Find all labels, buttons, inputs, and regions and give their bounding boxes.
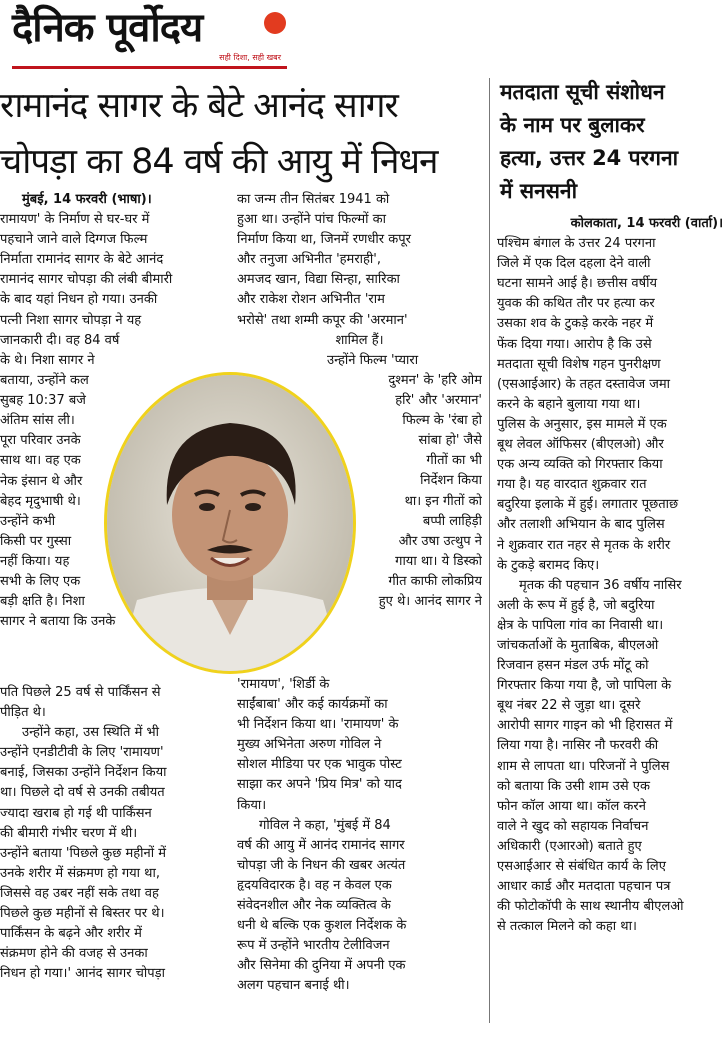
left-story-column-2-bottom bbox=[237, 675, 482, 997]
text-line: जांचकर्ताओं के मुताबिक, बीएलओ bbox=[497, 637, 659, 653]
text-line: नेक इंसान थे और bbox=[0, 473, 83, 489]
text-line: ज्यादा खराब हो गई थी पार्किंसन bbox=[0, 805, 152, 821]
text-line: और उषा उत्थुप ने bbox=[398, 533, 482, 549]
text-line: संक्रमण होने की वजह से उनका bbox=[0, 946, 148, 962]
text-line: और सिनेमा की दुनिया में अपनी एक bbox=[237, 958, 406, 974]
text-line: रामायण' के निर्माण से घर-घर में bbox=[0, 212, 150, 228]
text-line: अधिकारी (एआरओ) बताते हुए bbox=[497, 838, 642, 854]
headline-line: के नाम पर बुलाकर bbox=[500, 113, 645, 137]
text-line: गिरफ्तार किया गया है, जो पापिला के bbox=[497, 678, 672, 694]
text-line: संवेदनशील और नेक व्यक्तित्व के bbox=[237, 898, 391, 914]
masthead bbox=[12, 6, 287, 72]
text-line: अमजद खान, विद्या सिन्हा, सारिका bbox=[237, 272, 400, 288]
text-line: धनी थे बल्कि एक कुशल निर्देशक के bbox=[237, 918, 407, 934]
masthead-rule bbox=[12, 66, 287, 69]
left-story-column-2-wrap bbox=[340, 371, 482, 612]
left-story-column-1-wrap bbox=[0, 351, 118, 632]
text-line: मुंबई, 14 फरवरी (भाषा)। bbox=[22, 192, 152, 207]
column-divider bbox=[489, 78, 490, 1023]
text-line: मृतक की पहचान 36 वर्षीय नासिर bbox=[519, 577, 682, 593]
text-line: की फोटोकॉपी के साथ स्थानीय बीएलओ bbox=[497, 899, 684, 915]
text-line: फेंक दिया गया। आरोप है कि उसे bbox=[497, 336, 652, 352]
text-line: पति पिछले 25 वर्ष से पार्किंसन से bbox=[0, 685, 161, 700]
text-line: बूथ लेवल ऑफिसर (बीएलओ) और bbox=[497, 437, 664, 453]
text-line: था। पिछले दो वर्ष से उनकी तबीयत bbox=[0, 785, 165, 801]
text-line: दुश्मन' के 'हरि ओम bbox=[388, 373, 482, 388]
text-line: बप्पी लाहिड़ी bbox=[422, 513, 482, 529]
text-line: 'रामायण', 'शिर्डी के bbox=[237, 677, 330, 692]
text-line: और राकेश रोशन अभिनीत 'राम bbox=[237, 292, 385, 308]
text-line: अली के रूप में हुई है, जो बदुरिया bbox=[497, 597, 655, 613]
text-line: पार्किंसन के बढ़ने और शरीर में bbox=[0, 926, 142, 942]
text-line: रूप में उन्होंने भारतीय टेलीविजन bbox=[237, 938, 390, 954]
text-line: उनके शरीर में संक्रमण हो गया था, bbox=[0, 865, 160, 881]
newspaper-name: दैनिक पूर्वोदय bbox=[12, 5, 203, 51]
text-line: रिजवान हसन मंडल उर्फ मोंटू को bbox=[497, 658, 649, 674]
text-line: शामिल हैं। bbox=[335, 332, 384, 348]
text-line: ने शुक्रवार रात नहर से मृतक के शरीर bbox=[497, 537, 671, 553]
text-line: मतदाता सूची विशेष गहन पुनरीक्षण bbox=[497, 356, 661, 372]
text-line: बताया, उन्होंने कल bbox=[0, 373, 89, 389]
text-line: अलग पहचान बनाई थी। bbox=[237, 978, 350, 994]
text-line: मुख्य अभिनेता अरुण गोविल ने bbox=[237, 737, 382, 753]
text-line: उन्होंने फिल्म 'प्यारा bbox=[327, 352, 419, 368]
portrait-photo bbox=[104, 372, 354, 672]
text-line: उन्होंने कहा, उस स्थिति में भी bbox=[22, 725, 159, 741]
text-line: बड़ी क्षति है। निशा bbox=[0, 594, 85, 610]
text-line: बेहद मृदुभाषी थे। bbox=[0, 493, 81, 509]
text-line: साथ था। वह एक bbox=[0, 453, 81, 469]
right-story-headline bbox=[500, 76, 722, 208]
text-line: के थे। निशा सागर ने bbox=[0, 353, 95, 368]
text-line: के बाद यहां निधन हो गया। उनकी bbox=[0, 292, 158, 308]
headline-line: रामानंद सागर के बेटे आनंद सागर bbox=[0, 86, 398, 126]
text-line: (एसआईआर) के तहत दस्तावेज जमा bbox=[497, 376, 671, 392]
text-line: का जन्म तीन सितंबर 1941 को bbox=[237, 192, 390, 207]
portrait-image bbox=[107, 375, 353, 671]
newspaper-tagline: सही दिशा, सही खबर bbox=[219, 53, 281, 62]
text-line: पुलिस के अनुसार, इस मामले में एक bbox=[497, 416, 667, 432]
headline-line: हत्या, उत्तर 24 परगना bbox=[500, 146, 679, 170]
headline-line: मतदाता सूची संशोधन bbox=[500, 80, 665, 104]
headline-line: में सनसनी bbox=[500, 179, 578, 203]
left-story-column-2-top bbox=[237, 190, 482, 371]
left-story-column-1-bottom bbox=[0, 683, 225, 984]
text-line: जिले में एक दिल दहला देने वाली bbox=[497, 256, 651, 272]
text-line: फिल्म के 'रंबा हो bbox=[402, 413, 482, 429]
text-line: किया। bbox=[237, 797, 267, 813]
text-line: चोपड़ा जी के निधन की खबर अत्यंत bbox=[237, 857, 406, 873]
text-line: सांबा हो' जैसे bbox=[418, 433, 482, 449]
text-line: गोविल ने कहा, 'मुंबई में 84 bbox=[259, 817, 391, 833]
text-line: जानकारी दी। वह 84 वर्ष bbox=[0, 332, 120, 348]
text-line: हरि' और 'अरमान' bbox=[395, 393, 482, 409]
text-line: उन्होंने एनडीटीवी के लिए 'रामायण' bbox=[0, 745, 164, 761]
text-line: गया है। यह वारदात शुक्रवार रात bbox=[497, 477, 647, 493]
text-line: घटना सामने आई है। छत्तीस वर्षीय bbox=[497, 276, 658, 292]
text-line: लिया गया है। नासिर नौ फरवरी की bbox=[497, 738, 659, 754]
text-line: पत्नी निशा सागर चोपड़ा ने यह bbox=[0, 312, 142, 328]
text-line: आधार कार्ड और मतदाता पहचान पत्र bbox=[497, 879, 671, 895]
text-line: भी निर्देशन किया था। 'रामायण' के bbox=[237, 717, 399, 733]
text-line: को बताया कि उसी शाम उसे एक bbox=[497, 778, 650, 794]
text-line: किसी पर गुस्सा bbox=[0, 533, 72, 549]
text-line: वाले ने खुद को सहायक निर्वाचन bbox=[497, 818, 649, 834]
text-line: फोन कॉल आया था। कॉल करने bbox=[497, 798, 646, 814]
text-line: था। इन गीतों को bbox=[404, 493, 482, 509]
text-line: साझा कर अपने 'प्रिय मित्र' को याद bbox=[237, 777, 402, 793]
text-line: सोशल मीडिया पर एक भावुक पोस्ट bbox=[237, 757, 402, 773]
text-line: बनाई, जिसका उन्होंने निर्देशन किया bbox=[0, 765, 167, 781]
text-line: सागर ने बताया कि उनके bbox=[0, 614, 116, 630]
text-line: उन्होंने कभी bbox=[0, 513, 56, 529]
text-line: उन्होंने बताया 'पिछले कुछ महीनों में bbox=[0, 845, 167, 861]
text-line: आरोपी सागर गाइन को भी हिरासत में bbox=[497, 718, 673, 734]
text-line: युवक की कथित तौर पर हत्या कर bbox=[497, 296, 655, 312]
text-line: एक अन्य व्यक्ति को गिरफ्तार किया bbox=[497, 457, 663, 473]
text-line: करने के बहाने बुलाया गया था। bbox=[497, 396, 641, 412]
text-line: हृदयविदारक है। वह न केवल एक bbox=[237, 877, 392, 893]
text-line: और तनुजा अभिनीत 'हमराही', bbox=[237, 252, 381, 268]
text-line: हुआ था। उन्होंने पांच फिल्मों का bbox=[237, 212, 386, 228]
text-line: हुए थे। आनंद सागर ने bbox=[378, 594, 482, 610]
text-line: निर्माता रामानंद सागर के बेटे आनंद bbox=[0, 252, 164, 268]
text-line: गीत काफी लोकप्रिय bbox=[388, 573, 482, 589]
text-line: की बीमारी गंभीर चरण में थी। bbox=[0, 825, 138, 841]
text-line: पश्चिम बंगाल के उत्तर 24 परगना bbox=[497, 236, 656, 252]
text-line: पूरा परिवार उनके bbox=[0, 433, 81, 449]
text-line: नहीं किया। यह bbox=[0, 553, 70, 569]
text-line: साईंबाबा' और कई कार्यक्रमों का bbox=[237, 697, 388, 713]
text-line: उसका शव के टुकड़े करके नहर में bbox=[497, 316, 654, 332]
text-line: एसआईआर से संबंधित कार्य के लिए bbox=[497, 859, 666, 874]
text-line: रामानंद सागर चोपड़ा की लंबी बीमारी bbox=[0, 272, 173, 288]
text-line: जिससे वह उबर नहीं सके तथा वह bbox=[0, 885, 159, 901]
text-line: क्षेत्र के पापिला गांव का निवासी था। bbox=[497, 617, 664, 633]
text-line: शाम से लापता था। परिजनों ने पुलिस bbox=[497, 758, 670, 774]
text-line: पिछले कुछ महीनों से बिस्तर पर थे। bbox=[0, 906, 165, 922]
text-line: बूथ नंबर 22 से जुड़ा था। दूसरे bbox=[497, 698, 641, 714]
text-line: निधन हो गया।' आनंद सागर चोपड़ा bbox=[0, 966, 165, 982]
left-story-headline bbox=[0, 78, 485, 190]
text-line: गीतों का भी bbox=[426, 453, 482, 469]
text-line: से तत्काल मिलने को कहा था। bbox=[497, 919, 637, 935]
headline-line: चोपड़ा का 84 वर्ष की आयु में निधन bbox=[0, 142, 438, 182]
text-line: गाया था। ये डिस्को bbox=[395, 553, 482, 569]
text-line: निर्माण किया था, जिनमें रणधीर कपूर bbox=[237, 232, 411, 248]
text-line: पीड़ित थे। bbox=[0, 705, 46, 721]
text-line: वर्ष की आयु में आनंद रामानंद सागर bbox=[237, 837, 405, 853]
logo-sun-icon bbox=[264, 12, 286, 34]
left-story-column-1-top bbox=[0, 190, 225, 351]
text-line: और तलाशी अभियान के बाद पुलिस bbox=[497, 517, 665, 533]
text-line: सुबह 10:37 बजे bbox=[0, 393, 86, 409]
text-line: सभी के लिए एक bbox=[0, 574, 81, 590]
right-story-body bbox=[497, 214, 723, 937]
text-line: पहचाने जाने वाले दिग्गज फिल्म bbox=[0, 232, 148, 248]
text-line: भरोसे' तथा शम्मी कपूर की 'अरमान' bbox=[237, 312, 408, 328]
text-line: निर्देशन किया bbox=[420, 473, 482, 489]
dateline: कोलकाता, 14 फरवरी (वार्ता)। bbox=[570, 216, 723, 231]
text-line: बदुरिया इलाके में हुई। लगातार पूछताछ bbox=[497, 497, 679, 513]
text-line: अंतिम सांस ली। bbox=[0, 413, 75, 429]
text-line: के टुकड़े बरामद किए। bbox=[497, 557, 600, 573]
